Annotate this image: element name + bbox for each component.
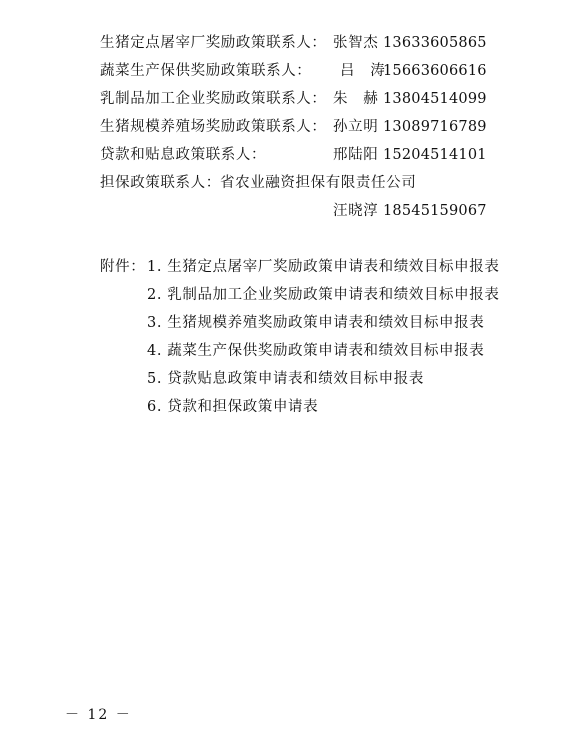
contact-phone: 13633605865 (383, 35, 487, 51)
contact-label: 乳制品加工企业奖励政策联系人： (100, 91, 327, 107)
contact-label: 贷款和贴息政策联系人： (100, 147, 267, 163)
contact-name: 朱 赫 (333, 91, 379, 107)
contact-phone: 15663606616 (383, 63, 487, 79)
contact-phone: 15204514101 (383, 147, 487, 163)
attachment-item: 1. 生猪定点屠宰厂奖励政策申请表和绩效目标申报表 (147, 259, 500, 275)
contact-name: 吕 涛 (340, 63, 386, 79)
contact-name: 汪晓淳 (333, 203, 379, 219)
attachment-item: 2. 乳制品加工企业奖励政策申请表和绩效目标申报表 (147, 287, 500, 303)
attachment-item: 3. 生猪规模养殖奖励政策申请表和绩效目标申报表 (147, 315, 485, 331)
attachment-item: 4. 蔬菜生产保供奖励政策申请表和绩效目标申报表 (147, 343, 485, 359)
contact-phone: 13089716789 (383, 119, 487, 135)
contact-phone: 18545159067 (383, 203, 487, 219)
contact-label: 担保政策联系人： (100, 175, 221, 191)
contact-name: 孙立明 (333, 119, 379, 135)
attachments-prefix: 附件： (100, 259, 146, 275)
contact-phone: 13804514099 (383, 91, 487, 107)
contact-label: 生猪规模养殖场奖励政策联系人： (100, 119, 327, 135)
page-number: － 12 － (65, 707, 132, 723)
contact-label: 生猪定点屠宰厂奖励政策联系人： (100, 35, 327, 51)
contact-label: 蔬菜生产保供奖励政策联系人： (100, 63, 312, 79)
attachment-item: 5. 贷款贴息政策申请表和绩效目标申报表 (147, 371, 424, 387)
attachment-item: 6. 贷款和担保政策申请表 (147, 399, 319, 415)
contact-organization: 省农业融资担保有限责任公司 (220, 175, 417, 191)
contact-name: 邢陆阳 (333, 147, 379, 163)
contact-name: 张智杰 (333, 35, 379, 51)
